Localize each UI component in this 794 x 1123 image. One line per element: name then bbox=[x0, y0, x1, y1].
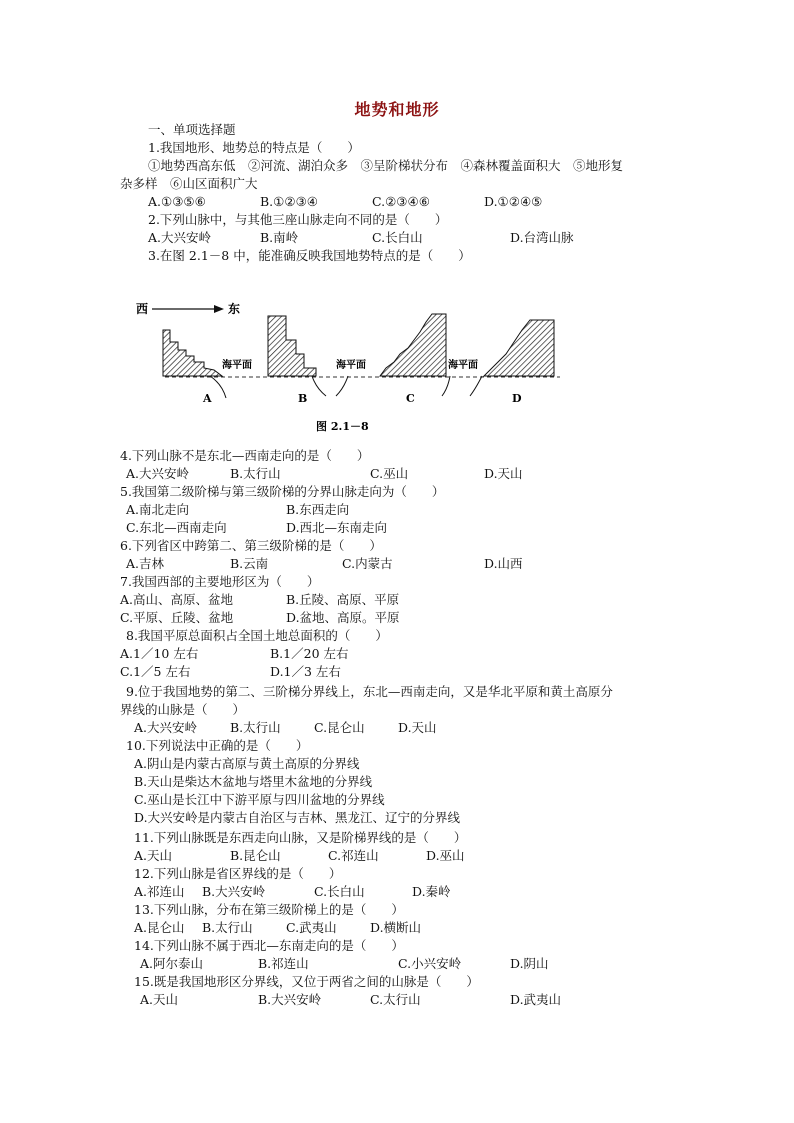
profile-a bbox=[163, 330, 222, 376]
q8-option-c: C.1／5 左右 bbox=[120, 664, 191, 679]
q13-option-a: A.昆仑山 bbox=[134, 920, 185, 935]
q10-option-d: D.大兴安岭是内蒙古自治区与吉林、黑龙江、辽宁的分界线 bbox=[134, 810, 461, 825]
q9-option-b: B.太行山 bbox=[230, 720, 281, 735]
q2-option-d: D.台湾山脉 bbox=[510, 230, 574, 245]
profile-d bbox=[484, 320, 554, 376]
q1-stem: 1.我国地形、地势总的特点是（ ） bbox=[148, 140, 360, 155]
q2-stem: 2.下列山脉中，与其他三座山脉走向不同的是（ ） bbox=[148, 212, 448, 227]
coast-curve-a bbox=[210, 376, 226, 398]
q14-option-b: B.祁连山 bbox=[258, 956, 309, 971]
q14-option-a: A.阿尔泰山 bbox=[140, 956, 204, 971]
q5-stem: 5.我国第二级阶梯与第三级阶梯的分界山脉走向为（ ） bbox=[120, 484, 445, 499]
q8-option-b: B.1／20 左右 bbox=[270, 646, 349, 661]
q6-option-b: B.云南 bbox=[230, 556, 269, 571]
panel-label-b: B bbox=[298, 392, 308, 405]
q12-option-c: C.长白山 bbox=[314, 884, 365, 899]
q14-option-d: D.阴山 bbox=[510, 956, 549, 971]
q2-option-c: C.长白山 bbox=[372, 230, 423, 245]
q5-option-a: A.南北走向 bbox=[126, 502, 190, 517]
q12-option-b: B.大兴安岭 bbox=[202, 884, 266, 899]
q7-option-c: C.平原、丘陵、盆地 bbox=[120, 610, 234, 625]
q11-stem: 11.下列山脉既是东西走向山脉，又是阶梯界线的是（ ） bbox=[134, 830, 467, 845]
q7-option-a: A.高山、高原、盆地 bbox=[120, 592, 234, 607]
profile-c bbox=[380, 314, 446, 376]
q8-option-a: A.1／10 左右 bbox=[120, 646, 199, 661]
q4-option-a: A.大兴安岭 bbox=[126, 466, 190, 481]
q11-option-a: A.天山 bbox=[134, 848, 173, 863]
panel-label-a: A bbox=[203, 392, 212, 405]
q14-option-c: C.小兴安岭 bbox=[398, 956, 462, 971]
q15-option-d: D.武夷山 bbox=[510, 992, 562, 1007]
terrain-profile-figure bbox=[130, 292, 570, 442]
arrow-head-icon bbox=[214, 305, 224, 313]
q12-stem: 12.下列山脉是省区界线的是（ ） bbox=[134, 866, 342, 881]
q13-stem: 13.下列山脉，分布在第三级阶梯上的是（ ） bbox=[134, 902, 404, 917]
q6-option-c: C.内蒙古 bbox=[342, 556, 393, 571]
q15-stem: 15.既是我国地形区分界线，又位于两省之间的山脉是（ ） bbox=[134, 974, 479, 989]
q15-option-a: A.天山 bbox=[140, 992, 179, 1007]
q10-option-c: C.巫山是长江中下游平原与四川盆地的分界线 bbox=[134, 792, 385, 807]
q10-option-a: A.阴山是内蒙古高原与黄土高原的分界线 bbox=[134, 756, 360, 771]
q5-option-d: D.西北—东南走向 bbox=[286, 520, 388, 535]
west-label: 西 bbox=[136, 302, 149, 316]
coast-curve-b1 bbox=[312, 376, 326, 396]
q1-items-line2: 杂多样 ⑥山区面积广大 bbox=[120, 176, 258, 191]
q13-option-b: B.太行山 bbox=[202, 920, 253, 935]
panel-label-c: C bbox=[406, 392, 415, 405]
q5-option-c: C.东北—西南走向 bbox=[126, 520, 227, 535]
q6-option-d: D.山西 bbox=[484, 556, 523, 571]
q14-stem: 14.下列山脉不属于西北—东南走向的是（ ） bbox=[134, 938, 404, 953]
q6-stem: 6.下列省区中跨第二、第三级阶梯的是（ ） bbox=[120, 538, 382, 553]
q1-option-a: A.①③⑤⑥ bbox=[148, 194, 206, 209]
q8-option-d: D.1／3 左右 bbox=[270, 664, 341, 679]
q7-option-b: B.丘陵、高原、平原 bbox=[286, 592, 400, 607]
q2-option-a: A.大兴安岭 bbox=[148, 230, 212, 245]
q2-option-b: B.南岭 bbox=[260, 230, 299, 245]
q4-option-c: C.巫山 bbox=[370, 466, 409, 481]
q1-items-line1: ①地势西高东低 ②河流、湖泊众多 ③呈阶梯状分布 ④森林覆盖面积大 ⑤地形复 bbox=[148, 158, 624, 173]
q13-option-d: D.横断山 bbox=[370, 920, 422, 935]
q4-stem: 4.下列山脉不是东北—西南走向的是（ ） bbox=[120, 448, 370, 463]
profile-b bbox=[268, 316, 316, 376]
q1-option-d: D.①②④⑤ bbox=[484, 194, 543, 209]
coast-curve-c bbox=[442, 376, 450, 396]
q7-option-d: D.盆地、高原。平原 bbox=[286, 610, 400, 625]
q9-stem-line2: 界线的山脉是（ ） bbox=[120, 702, 246, 717]
coast-curve-b2 bbox=[336, 376, 348, 396]
q1-option-c: C.②③④⑥ bbox=[372, 194, 430, 209]
q5-option-b: B.东西走向 bbox=[286, 502, 350, 517]
sea-level-label-a: 海平面 bbox=[222, 360, 252, 371]
q12-option-d: D.秦岭 bbox=[412, 884, 451, 899]
q6-option-a: A.吉林 bbox=[126, 556, 165, 571]
q11-option-c: C.祁连山 bbox=[328, 848, 379, 863]
q13-option-c: C.武夷山 bbox=[286, 920, 337, 935]
q10-stem: 10.下列说法中正确的是（ ） bbox=[126, 738, 309, 753]
coast-curve-d bbox=[470, 376, 482, 396]
sea-level-label-c: 海平面 bbox=[448, 360, 478, 371]
east-label: 东 bbox=[228, 302, 241, 316]
q10-option-b: B.天山是柴达木盆地与塔里木盆地的分界线 bbox=[134, 774, 373, 789]
q3-stem: 3.在图 2.1－8 中，能准确反映我国地势特点的是（ ） bbox=[148, 248, 471, 263]
q11-option-b: B.昆仑山 bbox=[230, 848, 281, 863]
q9-option-a: A.大兴安岭 bbox=[134, 720, 198, 735]
q15-option-b: B.大兴安岭 bbox=[258, 992, 322, 1007]
q8-stem: 8.我国平原总面积占全国土地总面积的（ ） bbox=[126, 628, 388, 643]
q12-option-a: A.祁连山 bbox=[134, 884, 185, 899]
section-heading: 一、单项选择题 bbox=[148, 122, 236, 137]
q1-option-b: B.①②③④ bbox=[260, 194, 318, 209]
q15-option-c: C.太行山 bbox=[370, 992, 421, 1007]
figure-caption: 图 2.1－8 bbox=[316, 420, 369, 433]
q9-stem-line1: 9.位于我国地势的第二、三阶梯分界线上，东北—西南走向，又是华北平原和黄土高原分 bbox=[126, 684, 613, 699]
panel-label-d: D bbox=[512, 392, 522, 405]
q4-option-d: D.天山 bbox=[484, 466, 523, 481]
q11-option-d: D.巫山 bbox=[426, 848, 465, 863]
sea-level-label-b: 海平面 bbox=[336, 360, 366, 371]
q9-option-d: D.天山 bbox=[398, 720, 437, 735]
page-title: 地势和地形 bbox=[354, 100, 440, 119]
q9-option-c: C.昆仑山 bbox=[314, 720, 365, 735]
q4-option-b: B.太行山 bbox=[230, 466, 281, 481]
q7-stem: 7.我国西部的主要地形区为（ ） bbox=[120, 574, 320, 589]
